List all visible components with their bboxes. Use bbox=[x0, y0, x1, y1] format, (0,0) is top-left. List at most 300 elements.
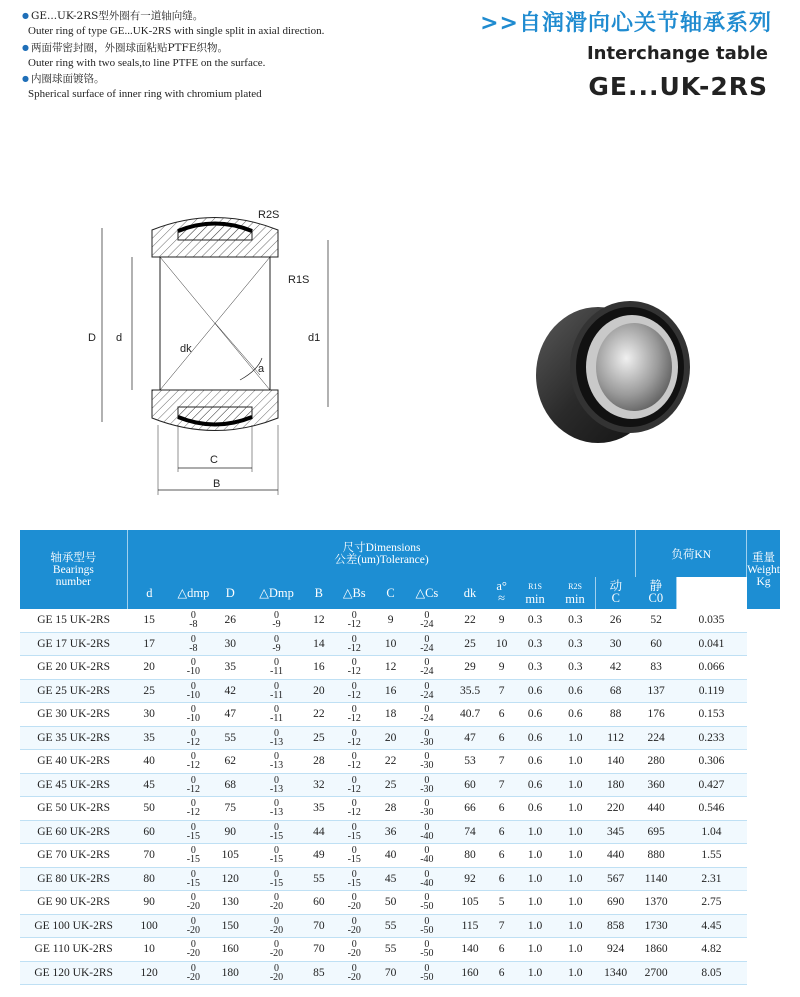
tolerance-upper: 0 bbox=[351, 680, 357, 692]
tolerance-lower: -50 bbox=[420, 924, 434, 936]
cell-Dmp bbox=[245, 656, 308, 680]
cell-dmp bbox=[171, 726, 216, 750]
cell-w: 0.041 bbox=[676, 632, 746, 656]
tolerance-Cs bbox=[420, 799, 433, 817]
table-row bbox=[20, 914, 780, 938]
cell-dmp bbox=[171, 820, 216, 844]
cell-Bs bbox=[329, 867, 379, 891]
cell-dk: 35.5 bbox=[452, 679, 489, 703]
cell-d: 10 bbox=[127, 938, 171, 962]
tolerance-Bs bbox=[348, 752, 361, 770]
tolerance-dmp bbox=[187, 964, 200, 982]
tolerance-upper: 0 bbox=[190, 633, 196, 645]
tolerance-upper: 0 bbox=[424, 610, 430, 622]
tolerance-Bs bbox=[348, 682, 361, 700]
cell-r1: 0.6 bbox=[515, 773, 555, 797]
tolerance-Bs bbox=[348, 893, 361, 911]
cell-Bs bbox=[329, 726, 379, 750]
cell-dk: 74 bbox=[452, 820, 489, 844]
tolerance-Bs bbox=[348, 705, 361, 723]
cell-Bs bbox=[329, 773, 379, 797]
cell-model: GE 70 UK-2RS bbox=[20, 844, 127, 868]
tolerance-lower: -20 bbox=[347, 901, 361, 913]
col-B: B bbox=[308, 577, 329, 609]
cell-Bs bbox=[329, 609, 379, 632]
tolerance-lower: -12 bbox=[347, 736, 361, 748]
tolerance-lower: -13 bbox=[269, 736, 284, 748]
cell-B: 44 bbox=[308, 820, 329, 844]
tolerance-lower: -15 bbox=[269, 854, 284, 866]
tolerance-upper: 0 bbox=[274, 798, 280, 810]
tolerance-upper: 0 bbox=[424, 845, 430, 857]
cell-stat: 137 bbox=[636, 679, 676, 703]
tolerance-Cs bbox=[420, 940, 433, 958]
cell-Cs bbox=[402, 820, 452, 844]
tolerance-lower: -20 bbox=[186, 901, 201, 913]
tolerance-lower: -12 bbox=[347, 619, 361, 631]
table-row bbox=[20, 750, 780, 774]
cell-B: 20 bbox=[308, 679, 329, 703]
cell-r2: 1.0 bbox=[555, 938, 595, 962]
cell-dk: 53 bbox=[452, 750, 489, 774]
tolerance-Dmp bbox=[270, 893, 283, 911]
tolerance-lower: -24 bbox=[420, 666, 434, 678]
tolerance-dmp bbox=[187, 846, 200, 864]
tolerance-upper: 0 bbox=[274, 962, 280, 974]
tolerance-lower: -12 bbox=[347, 807, 361, 819]
cell-dmp bbox=[171, 961, 216, 985]
cell-d: 30 bbox=[127, 703, 171, 727]
cell-dyn: 567 bbox=[595, 867, 635, 891]
cell-a: 10 bbox=[488, 632, 515, 656]
tolerance-Dmp bbox=[272, 611, 280, 629]
cell-a: 6 bbox=[488, 703, 515, 727]
tolerance-Bs bbox=[348, 917, 361, 935]
tolerance-upper: 0 bbox=[190, 610, 196, 622]
cell-dk: 29 bbox=[452, 656, 489, 680]
tolerance-lower: -15 bbox=[269, 830, 284, 842]
cell-B: 60 bbox=[308, 891, 329, 915]
tolerance-Cs bbox=[420, 893, 433, 911]
tolerance-upper: 0 bbox=[351, 939, 357, 951]
tolerance-lower: -10 bbox=[186, 689, 201, 701]
cell-dyn: 220 bbox=[595, 797, 635, 821]
tolerance-upper: 0 bbox=[351, 774, 357, 786]
product-notes bbox=[22, 8, 402, 103]
label-r1s: R1S bbox=[288, 274, 310, 286]
tolerance-lower: -9 bbox=[272, 619, 281, 631]
cell-C: 18 bbox=[379, 703, 402, 727]
tolerance-lower: -12 bbox=[186, 760, 201, 772]
col-static-cn: 静 bbox=[649, 579, 663, 593]
cell-C: 45 bbox=[379, 867, 402, 891]
cell-Dmp bbox=[245, 703, 308, 727]
cell-B: 28 bbox=[308, 750, 329, 774]
cell-Cs bbox=[402, 679, 452, 703]
label-D: D bbox=[88, 332, 96, 344]
tolerance-upper: 0 bbox=[351, 727, 357, 739]
cell-r1: 0.3 bbox=[515, 609, 555, 632]
cell-C: 9 bbox=[379, 609, 402, 632]
cell-Cs bbox=[402, 656, 452, 680]
cell-model: GE 40 UK-2RS bbox=[20, 750, 127, 774]
cell-a: 7 bbox=[488, 773, 515, 797]
tolerance-upper: 0 bbox=[351, 845, 357, 857]
label-dk: dk bbox=[180, 343, 192, 355]
cell-dk: 47 bbox=[452, 726, 489, 750]
cell-r1: 1.0 bbox=[515, 820, 555, 844]
tolerance-Cs bbox=[420, 729, 433, 747]
table-row bbox=[20, 632, 780, 656]
cell-model: GE 25 UK-2RS bbox=[20, 679, 127, 703]
cell-B: 85 bbox=[308, 961, 329, 985]
cell-Dmp bbox=[245, 726, 308, 750]
col-a-label: a° bbox=[496, 579, 507, 593]
col-r2s-label: R2S bbox=[568, 582, 582, 591]
col-r1s-min: min bbox=[525, 592, 545, 606]
tolerance-upper: 0 bbox=[424, 657, 430, 669]
table-row bbox=[20, 726, 780, 750]
cell-stat: 1860 bbox=[636, 938, 676, 962]
table-row bbox=[20, 844, 780, 868]
cell-dmp bbox=[171, 679, 216, 703]
col-a-approx: ≈ bbox=[498, 591, 506, 605]
tolerance-upper: 0 bbox=[274, 610, 280, 622]
col-static-sym: C0 bbox=[648, 591, 664, 605]
label-r2s: R2S bbox=[258, 209, 280, 221]
cell-a: 7 bbox=[488, 914, 515, 938]
cell-dk: 105 bbox=[452, 891, 489, 915]
cell-B: 32 bbox=[308, 773, 329, 797]
tolerance-Bs bbox=[348, 964, 361, 982]
series-title-cn: >>自润滑向心关节轴承系列 bbox=[480, 11, 772, 36]
cell-dmp bbox=[171, 938, 216, 962]
tolerance-upper: 0 bbox=[424, 915, 430, 927]
cell-B: 70 bbox=[308, 938, 329, 962]
tolerance-upper: 0 bbox=[424, 727, 430, 739]
cell-d: 20 bbox=[127, 656, 171, 680]
tolerance-upper: 0 bbox=[190, 915, 196, 927]
cell-r1: 0.6 bbox=[515, 750, 555, 774]
cell-r2: 1.0 bbox=[555, 891, 595, 915]
cell-a: 6 bbox=[488, 726, 515, 750]
tolerance-dmp bbox=[187, 682, 200, 700]
tolerance-lower: -12 bbox=[347, 783, 361, 795]
cell-model: GE 15 UK-2RS bbox=[20, 609, 127, 632]
tolerance-upper: 0 bbox=[424, 633, 430, 645]
cell-w: 0.427 bbox=[676, 773, 746, 797]
cell-C: 55 bbox=[379, 938, 402, 962]
cell-dk: 140 bbox=[452, 938, 489, 962]
cell-model: GE 30 UK-2RS bbox=[20, 703, 127, 727]
cell-w: 4.45 bbox=[676, 914, 746, 938]
tolerance-dmp bbox=[187, 917, 200, 935]
cell-a: 6 bbox=[488, 797, 515, 821]
tolerance-lower: -8 bbox=[189, 642, 198, 654]
tolerance-lower: -11 bbox=[270, 713, 283, 725]
cell-D: 105 bbox=[216, 844, 245, 868]
tolerance-upper: 0 bbox=[274, 751, 280, 763]
tolerance-lower: -12 bbox=[347, 689, 361, 701]
cell-D: 160 bbox=[216, 938, 245, 962]
label-C: C bbox=[210, 454, 218, 466]
tolerance-upper: 0 bbox=[274, 727, 280, 739]
tolerance-Dmp bbox=[270, 729, 283, 747]
cell-d: 100 bbox=[127, 914, 171, 938]
cell-C: 36 bbox=[379, 820, 402, 844]
cell-model: GE 45 UK-2RS bbox=[20, 773, 127, 797]
cell-dmp bbox=[171, 632, 216, 656]
cell-B: 25 bbox=[308, 726, 329, 750]
cell-Bs bbox=[329, 656, 379, 680]
col-a bbox=[488, 577, 515, 609]
tolerance-lower: -20 bbox=[269, 901, 284, 913]
tolerance-dmp bbox=[187, 823, 200, 841]
col-dynamic bbox=[595, 577, 635, 609]
cell-stat: 1140 bbox=[636, 867, 676, 891]
tolerance-dmp bbox=[187, 752, 200, 770]
tolerance-Cs bbox=[420, 776, 433, 794]
tolerance-lower: -20 bbox=[269, 924, 284, 936]
tolerance-upper: 0 bbox=[190, 657, 196, 669]
cell-dyn: 88 bbox=[595, 703, 635, 727]
tolerance-dmp bbox=[187, 893, 200, 911]
cell-D: 30 bbox=[216, 632, 245, 656]
table-row bbox=[20, 797, 780, 821]
cell-B: 16 bbox=[308, 656, 329, 680]
cell-C: 12 bbox=[379, 656, 402, 680]
cell-w: 0.066 bbox=[676, 656, 746, 680]
tolerance-lower: -11 bbox=[270, 666, 283, 678]
tolerance-lower: -20 bbox=[269, 971, 284, 983]
tolerance-Dmp bbox=[270, 658, 283, 676]
tolerance-upper: 0 bbox=[351, 751, 357, 763]
cell-B: 55 bbox=[308, 867, 329, 891]
tolerance-upper: 0 bbox=[424, 939, 430, 951]
tolerance-lower: -20 bbox=[347, 924, 361, 936]
cell-Bs bbox=[329, 844, 379, 868]
tolerance-Dmp bbox=[270, 964, 283, 982]
cell-dyn: 180 bbox=[595, 773, 635, 797]
cell-r2: 0.3 bbox=[555, 656, 595, 680]
tolerance-upper: 0 bbox=[190, 892, 196, 904]
tolerance-lower: -12 bbox=[347, 666, 361, 678]
tolerance-lower: -8 bbox=[189, 619, 198, 631]
cell-r2: 1.0 bbox=[555, 797, 595, 821]
cell-stat: 2700 bbox=[636, 961, 676, 985]
cell-stat: 224 bbox=[636, 726, 676, 750]
cell-Dmp bbox=[245, 938, 308, 962]
cell-Cs bbox=[402, 773, 452, 797]
cell-B: 14 bbox=[308, 632, 329, 656]
tolerance-Bs bbox=[348, 846, 361, 864]
col-Cs: △Cs bbox=[402, 577, 452, 609]
cell-dmp bbox=[171, 891, 216, 915]
tolerance-lower: -15 bbox=[347, 877, 361, 889]
tolerance-lower: -20 bbox=[269, 948, 284, 960]
table-row bbox=[20, 656, 780, 680]
header-bearing-number-en1: Bearings bbox=[52, 563, 94, 576]
cell-C: 70 bbox=[379, 961, 402, 985]
cell-r2: 0.3 bbox=[555, 632, 595, 656]
cell-dmp bbox=[171, 773, 216, 797]
cell-dk: 60 bbox=[452, 773, 489, 797]
tolerance-lower: -50 bbox=[420, 901, 434, 913]
cell-Bs bbox=[329, 820, 379, 844]
cell-B: 22 bbox=[308, 703, 329, 727]
cell-dmp bbox=[171, 750, 216, 774]
cell-Cs bbox=[402, 797, 452, 821]
series-title-en: Interchange table bbox=[586, 43, 768, 64]
table-row bbox=[20, 867, 780, 891]
tolerance-upper: 0 bbox=[351, 633, 357, 645]
cell-Dmp bbox=[245, 679, 308, 703]
tolerance-upper: 0 bbox=[424, 751, 430, 763]
table-row bbox=[20, 820, 780, 844]
table-row bbox=[20, 773, 780, 797]
cell-a: 5 bbox=[488, 891, 515, 915]
tolerance-upper: 0 bbox=[424, 962, 430, 974]
cell-Dmp bbox=[245, 844, 308, 868]
cell-C: 20 bbox=[379, 726, 402, 750]
cell-B: 12 bbox=[308, 609, 329, 632]
tolerance-Bs bbox=[348, 870, 361, 888]
cell-d: 90 bbox=[127, 891, 171, 915]
tolerance-dmp bbox=[187, 799, 200, 817]
cell-dmp bbox=[171, 844, 216, 868]
tolerance-Cs bbox=[420, 846, 433, 864]
cell-model: GE 120 UK-2RS bbox=[20, 961, 127, 985]
note-3-cn: ● 内圈球面镀铬。 bbox=[22, 71, 402, 87]
cell-model: GE 35 UK-2RS bbox=[20, 726, 127, 750]
tolerance-lower: -12 bbox=[347, 642, 361, 654]
cell-D: 130 bbox=[216, 891, 245, 915]
tolerance-upper: 0 bbox=[190, 774, 196, 786]
model-title: GE...UK-2RS bbox=[588, 72, 768, 101]
tolerance-lower: -13 bbox=[269, 760, 284, 772]
tolerance-Cs bbox=[420, 870, 433, 888]
tolerance-Dmp bbox=[270, 799, 283, 817]
cell-Bs bbox=[329, 914, 379, 938]
tolerance-lower: -30 bbox=[420, 807, 434, 819]
tolerance-Bs bbox=[348, 658, 361, 676]
cell-dyn: 42 bbox=[595, 656, 635, 680]
col-C: C bbox=[379, 577, 402, 609]
tolerance-lower: -40 bbox=[420, 830, 434, 842]
cell-dyn: 858 bbox=[595, 914, 635, 938]
cell-Dmp bbox=[245, 961, 308, 985]
tolerance-lower: -13 bbox=[269, 783, 284, 795]
tolerance-Bs bbox=[348, 729, 361, 747]
tolerance-upper: 0 bbox=[351, 962, 357, 974]
cell-d: 60 bbox=[127, 820, 171, 844]
tolerance-dmp bbox=[187, 940, 200, 958]
note-3-en: Spherical surface of inner ring with chromium plated bbox=[28, 88, 262, 101]
tolerance-upper: 0 bbox=[190, 939, 196, 951]
tolerance-Bs bbox=[348, 611, 361, 629]
tolerance-Cs bbox=[420, 658, 433, 676]
col-dmp: △dmp bbox=[171, 577, 216, 609]
cell-Cs bbox=[402, 914, 452, 938]
tolerance-dmp bbox=[187, 658, 200, 676]
tolerance-upper: 0 bbox=[351, 657, 357, 669]
tolerance-upper: 0 bbox=[190, 680, 196, 692]
cell-Bs bbox=[329, 632, 379, 656]
cell-stat: 176 bbox=[636, 703, 676, 727]
cell-d: 45 bbox=[127, 773, 171, 797]
cell-C: 22 bbox=[379, 750, 402, 774]
cell-Cs bbox=[402, 703, 452, 727]
tolerance-lower: -15 bbox=[269, 877, 284, 889]
cell-a: 6 bbox=[488, 867, 515, 891]
tolerance-lower: -20 bbox=[347, 971, 361, 983]
tolerance-upper: 0 bbox=[190, 845, 196, 857]
cell-a: 7 bbox=[488, 750, 515, 774]
tolerance-upper: 0 bbox=[190, 798, 196, 810]
cell-w: 1.55 bbox=[676, 844, 746, 868]
cell-dyn: 140 bbox=[595, 750, 635, 774]
cell-D: 55 bbox=[216, 726, 245, 750]
cell-stat: 360 bbox=[636, 773, 676, 797]
cell-r1: 0.6 bbox=[515, 703, 555, 727]
cell-dk: 160 bbox=[452, 961, 489, 985]
tolerance-upper: 0 bbox=[274, 633, 280, 645]
cell-dyn: 26 bbox=[595, 609, 635, 632]
tolerance-Dmp bbox=[270, 870, 283, 888]
cell-r1: 1.0 bbox=[515, 938, 555, 962]
cell-B: 49 bbox=[308, 844, 329, 868]
cell-w: 0.153 bbox=[676, 703, 746, 727]
tolerance-lower: -13 bbox=[269, 807, 284, 819]
tolerance-lower: -40 bbox=[420, 877, 434, 889]
tolerance-lower: -40 bbox=[420, 854, 434, 866]
table-row bbox=[20, 703, 780, 727]
tolerance-lower: -20 bbox=[186, 924, 201, 936]
cell-d: 40 bbox=[127, 750, 171, 774]
cell-C: 50 bbox=[379, 891, 402, 915]
cell-r2: 0.3 bbox=[555, 609, 595, 632]
cell-r1: 0.6 bbox=[515, 726, 555, 750]
bearing-cross-section-drawing bbox=[80, 200, 360, 500]
tolerance-Dmp bbox=[270, 752, 283, 770]
header-bearing-number-cn: 轴承型号 bbox=[50, 551, 97, 564]
tolerance-dmp bbox=[187, 729, 200, 747]
label-d: d bbox=[116, 332, 123, 344]
tolerance-lower: -20 bbox=[186, 971, 201, 983]
cell-dk: 40.7 bbox=[452, 703, 489, 727]
tolerance-upper: 0 bbox=[274, 680, 280, 692]
cell-stat: 280 bbox=[636, 750, 676, 774]
table-row bbox=[20, 961, 780, 985]
tolerance-lower: -20 bbox=[186, 948, 201, 960]
note-2-cn: ● 两面带密封圈，外圈球面粘贴PTFE织物。 bbox=[22, 40, 402, 56]
cell-a: 6 bbox=[488, 961, 515, 985]
cell-r1: 1.0 bbox=[515, 914, 555, 938]
tolerance-lower: -24 bbox=[420, 642, 434, 654]
tolerance-lower: -12 bbox=[186, 783, 201, 795]
tolerance-upper: 0 bbox=[190, 751, 196, 763]
col-d: d bbox=[127, 577, 171, 609]
cell-dk: 115 bbox=[452, 914, 489, 938]
cell-Dmp bbox=[245, 750, 308, 774]
col-r2s bbox=[555, 577, 595, 609]
cell-D: 47 bbox=[216, 703, 245, 727]
cell-C: 10 bbox=[379, 632, 402, 656]
cell-w: 2.75 bbox=[676, 891, 746, 915]
tolerance-Bs bbox=[348, 776, 361, 794]
tolerance-lower: -15 bbox=[347, 830, 361, 842]
cell-r2: 1.0 bbox=[555, 961, 595, 985]
